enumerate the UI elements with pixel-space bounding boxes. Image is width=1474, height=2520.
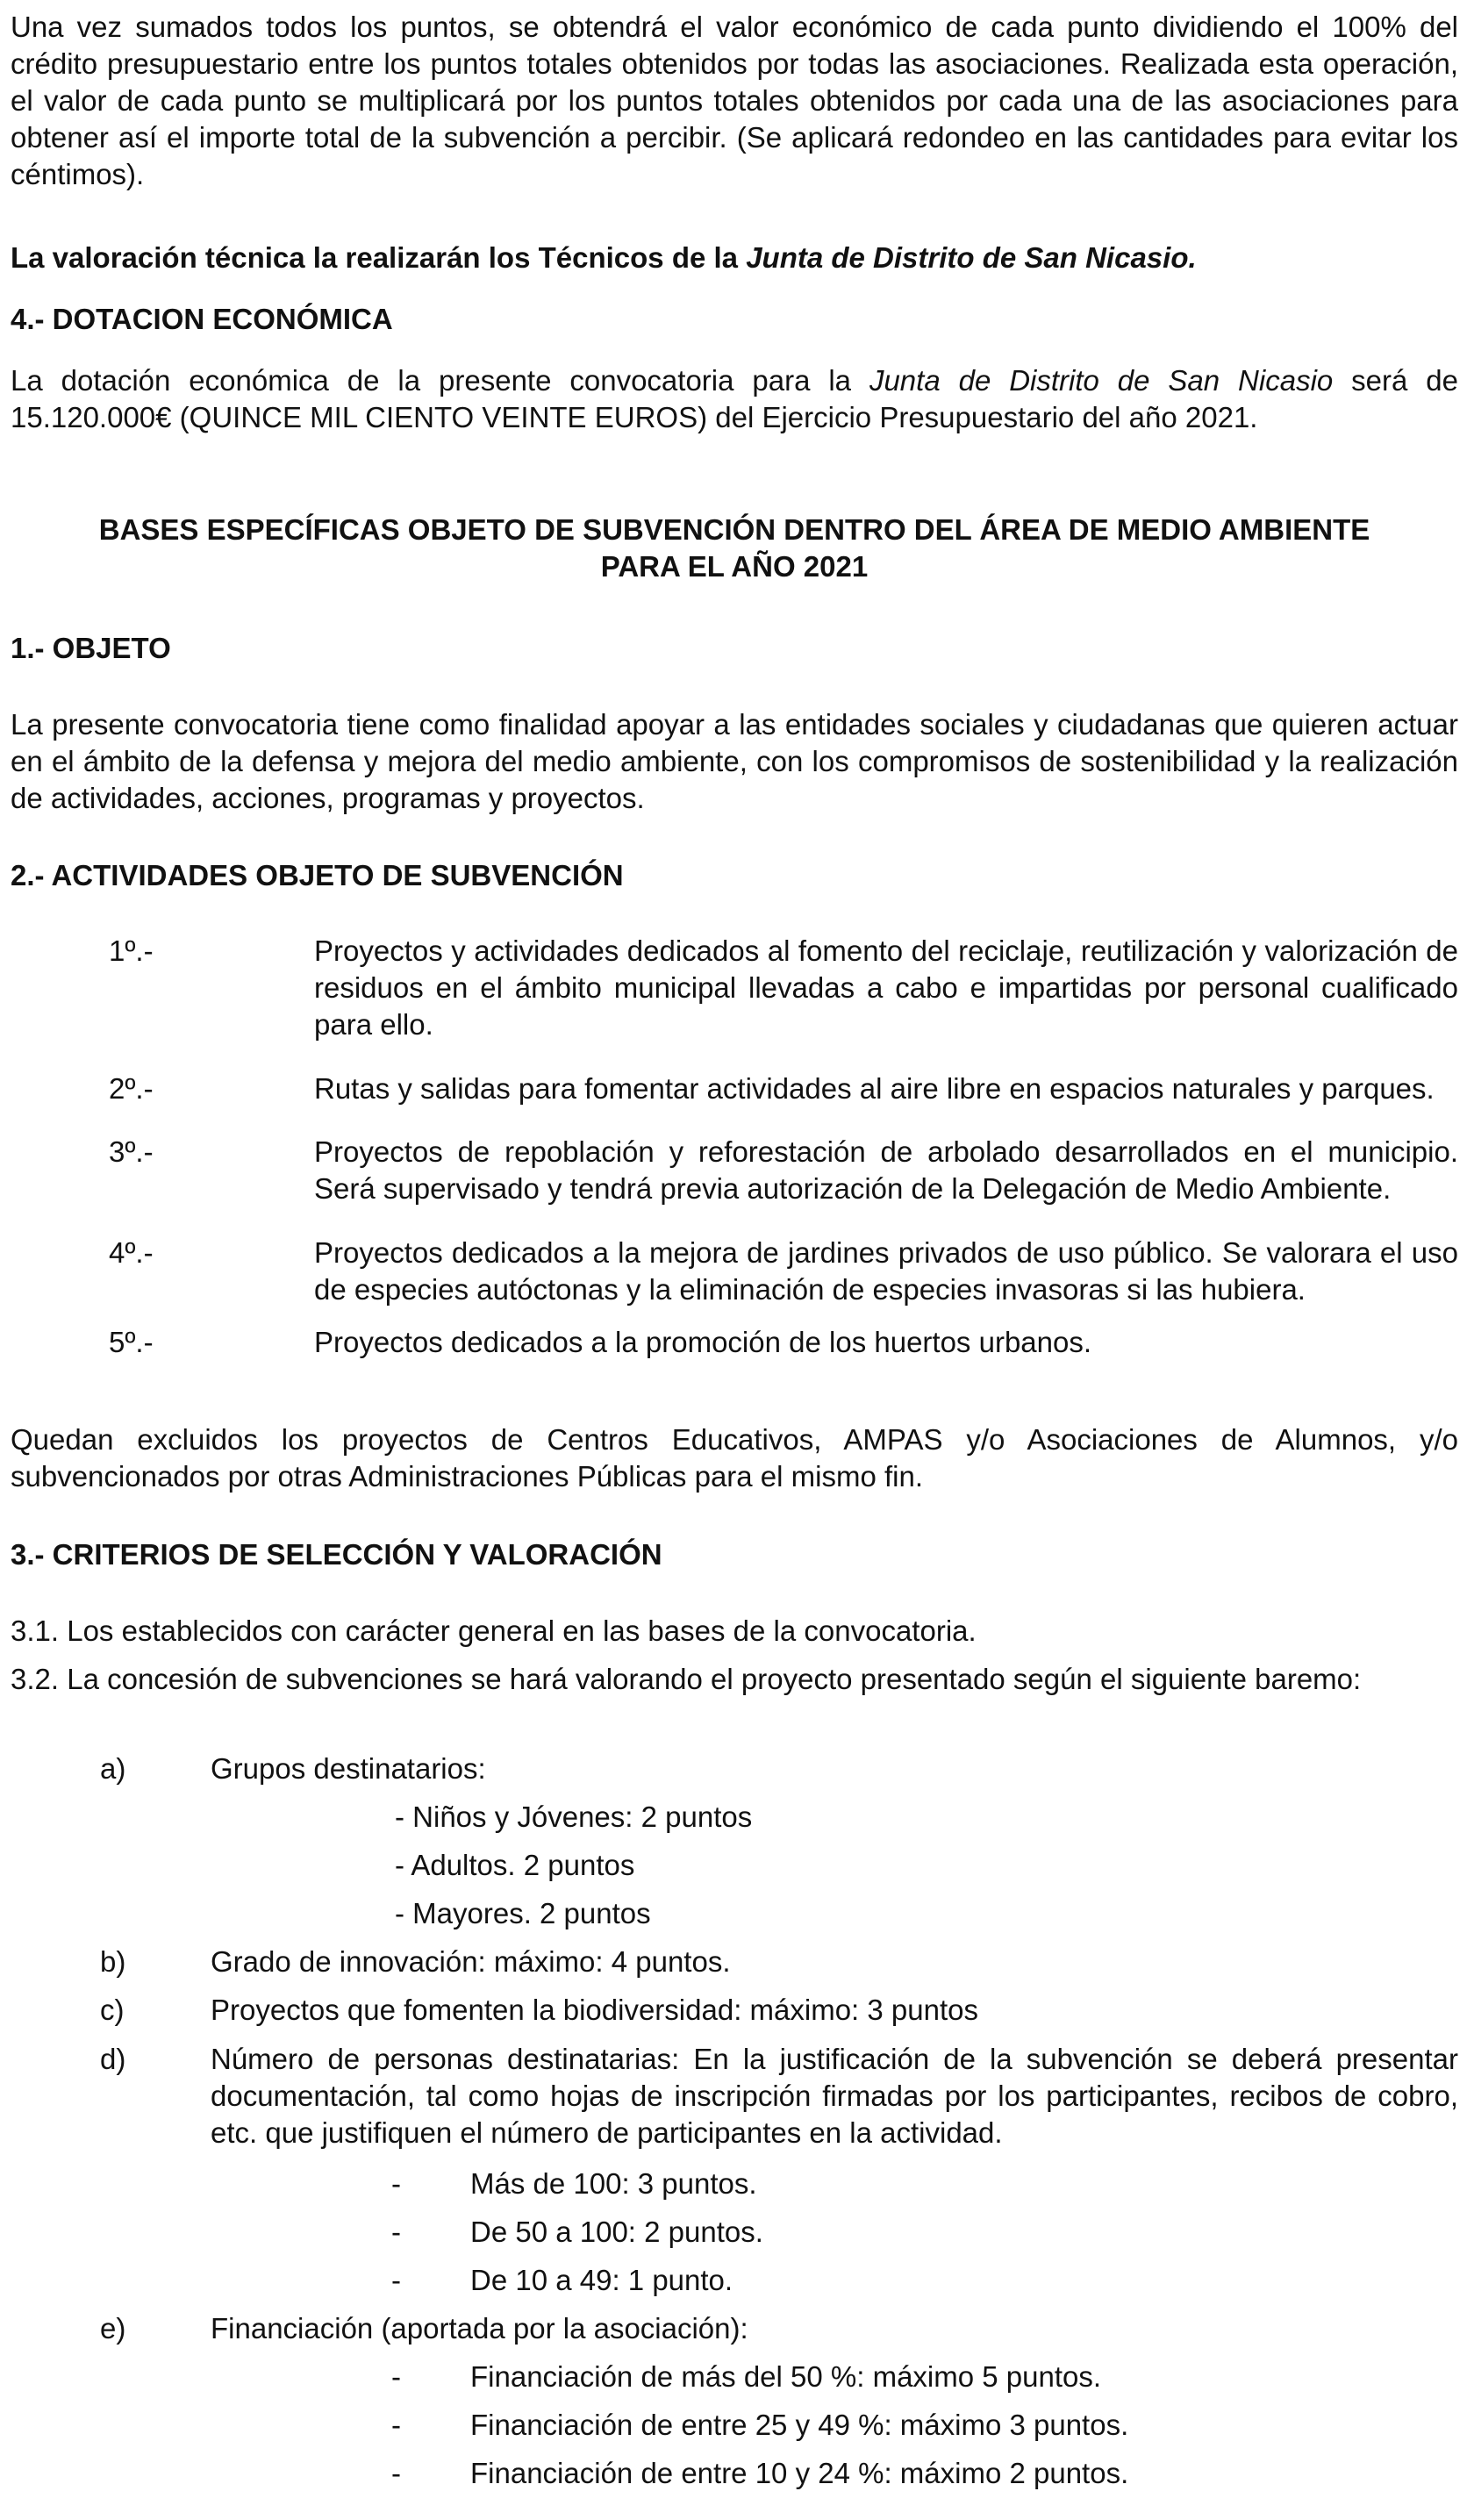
actividad-item [109, 1134, 1458, 1207]
bases-title-line1: BASES ESPECÍFICAS OBJETO DE SUBVENCIÓN DENTRO DEL ÁREA DE MEDIO AMBIENTE [98, 513, 1370, 546]
baremo-item [100, 1944, 1458, 1980]
personas-item [391, 2214, 1458, 2251]
actividad-number: 1º.- [109, 934, 154, 967]
baremo-text: Proyectos que fomenten la biodiversidad: máximo: 3 puntos [211, 1994, 978, 2026]
financiacion-item [391, 2407, 1458, 2444]
dash-marker: - [391, 2409, 401, 2441]
actividad-text: Proyectos de repoblación y reforestación de arbolado desarrollados en el municipio. Será supervisado y tendrá previa autorización de la Delegación de Medio Ambiente. [314, 1135, 1458, 1205]
criterios-p2: 3.2. La concesión de subvenciones se hará valorando el proyecto presentado según el siguiente baremo: [11, 1663, 1362, 1695]
actividad-item [109, 1324, 1458, 1361]
baremo-item [100, 2310, 1458, 2347]
dotacion-prefix: La dotación económica de la presente convocatoria para la [11, 364, 869, 397]
dotacion-suffix: será de 15.120.000€ (QUINCE MIL CIENTO VEINTE EUROS) del Ejercicio Presupuestario del año 2021. [11, 364, 1458, 433]
actividad-number: 5º.- [109, 1326, 154, 1358]
dotacion-entity: Junta de Distrito de San Nicasio [869, 364, 1334, 397]
financiacion-text: Financiación de entre 10 y 24 %: máximo 2 puntos. [470, 2457, 1129, 2489]
dash-marker: - [391, 2360, 401, 2393]
personas-item [391, 2262, 1458, 2299]
actividad-number: 2º.- [109, 1072, 154, 1105]
baremo-label: e) [100, 2312, 126, 2345]
criterios-p1: 3.1. Los establecidos con carácter general en las bases de la convocatoria. [11, 1614, 977, 1647]
financiacion-text: Financiación de más del 50 %: máximo 5 puntos. [470, 2360, 1102, 2393]
personas-item [391, 2166, 1458, 2202]
baremo-label: a) [100, 1752, 126, 1785]
baremo-text: Grado de innovación: máximo: 4 puntos. [211, 1945, 731, 1978]
baremo-label: c) [100, 1994, 125, 2026]
actividades-heading: 2.- ACTIVIDADES OBJETO DE SUBVENCIÓN [11, 859, 624, 891]
dotacion-text [11, 362, 1458, 436]
personas-text: Más de 100: 3 puntos. [470, 2167, 757, 2200]
baremo-label: d) [100, 2043, 126, 2075]
actividad-number: 4º.- [109, 1236, 154, 1269]
baremo-text: Grupos destinatarios: [211, 1752, 486, 1785]
baremo-item [100, 1992, 1458, 2029]
actividad-text: Proyectos y actividades dedicados al fomento del reciclaje, reutilización y valorización de residuos en el ámbito municipal llevadas a cabo e impartidas por personal cualificado para ello. [314, 934, 1458, 1041]
grupo-item: - Adultos. 2 puntos [395, 1849, 635, 1881]
grupo-item: - Mayores. 2 puntos [395, 1897, 651, 1929]
criterios-heading: 3.- CRITERIOS DE SELECCIÓN Y VALORACIÓN [11, 1538, 662, 1571]
dotacion-heading: 4.- DOTACION ECONÓMICA [11, 303, 393, 335]
actividad-item [109, 1070, 1458, 1107]
dash-marker: - [391, 2457, 401, 2489]
baremo-text: Financiación (aportada por la asociación): [211, 2312, 748, 2345]
objeto-heading: 1.- OBJETO [11, 632, 171, 664]
objeto-text: La presente convocatoria tiene como finalidad apoyar a las entidades sociales y ciudadanas que quieren actuar en el ámbito de la defensa y mejora del medio ambiente, con los compromisos de sostenibilidad y la realización de actividades, acciones, programas y proyectos. [11, 708, 1458, 814]
actividad-text: Proyectos dedicados a la mejora de jardines privados de uso público. Se valorara el uso de especies autóctonas y la eliminación de especies invasoras si las hubiera. [314, 1236, 1458, 1306]
financiacion-text: Financiación de entre 25 y 49 %: máximo 3 puntos. [470, 2409, 1129, 2441]
grupo-item: - Niños y Jóvenes: 2 puntos [395, 1801, 753, 1833]
actividad-text: Rutas y salidas para fomentar actividades al aire libre en espacios naturales y parques. [314, 1072, 1435, 1105]
dash-marker: - [391, 2264, 401, 2296]
dash-marker: - [391, 2167, 401, 2200]
financiacion-item [391, 2455, 1458, 2492]
baremo-label: b) [100, 1945, 126, 1978]
actividad-item [109, 1235, 1458, 1308]
valoracion-entity: Junta de Distrito de San Nicasio. [746, 241, 1197, 274]
actividad-number: 3º.- [109, 1135, 154, 1168]
exclusion-text: Quedan excluidos los proyectos de Centros Educativos, AMPAS y/o Asociaciones de Alumnos, y/o subvencionados por otras Administraciones Públicas para el mismo fin. [11, 1423, 1458, 1493]
baremo-item [100, 1750, 1458, 1787]
personas-text: De 50 a 100: 2 puntos. [470, 2216, 763, 2248]
personas-text: De 10 a 49: 1 punto. [470, 2264, 733, 2296]
actividad-text: Proyectos dedicados a la promoción de los huertos urbanos. [314, 1326, 1092, 1358]
actividad-item [109, 933, 1458, 1043]
valoracion-tecnica [11, 240, 1458, 276]
bases-title-line2: PARA EL AÑO 2021 [600, 550, 869, 583]
intro-paragraph: Una vez sumados todos los puntos, se obtendrá el valor económico de cada punto dividiendo el 100% del crédito presupuestario entre los puntos totales obtenidos por todas las asociaciones. Realizada esta operación, el valor de cada punto se multiplicará por los puntos totales obtenidos por cada una de las asociaciones para obtener así el importe total de la subvención a percibir. (Se aplicará redondeo en las cantidades para evitar los céntimos). [11, 11, 1458, 190]
financiacion-item [391, 2359, 1458, 2395]
valoracion-prefix: La valoración técnica la realizarán los Técnicos de la [11, 241, 747, 274]
dash-marker: - [391, 2216, 401, 2248]
baremo-item [100, 2041, 1458, 2151]
baremo-text: Número de personas destinatarias: En la justificación de la subvención se deberá presentar documentación, tal como hojas de inscripción firmadas por los participantes, recibos de cobro, etc. que justifiquen el número de participantes en la actividad. [211, 2043, 1458, 2149]
